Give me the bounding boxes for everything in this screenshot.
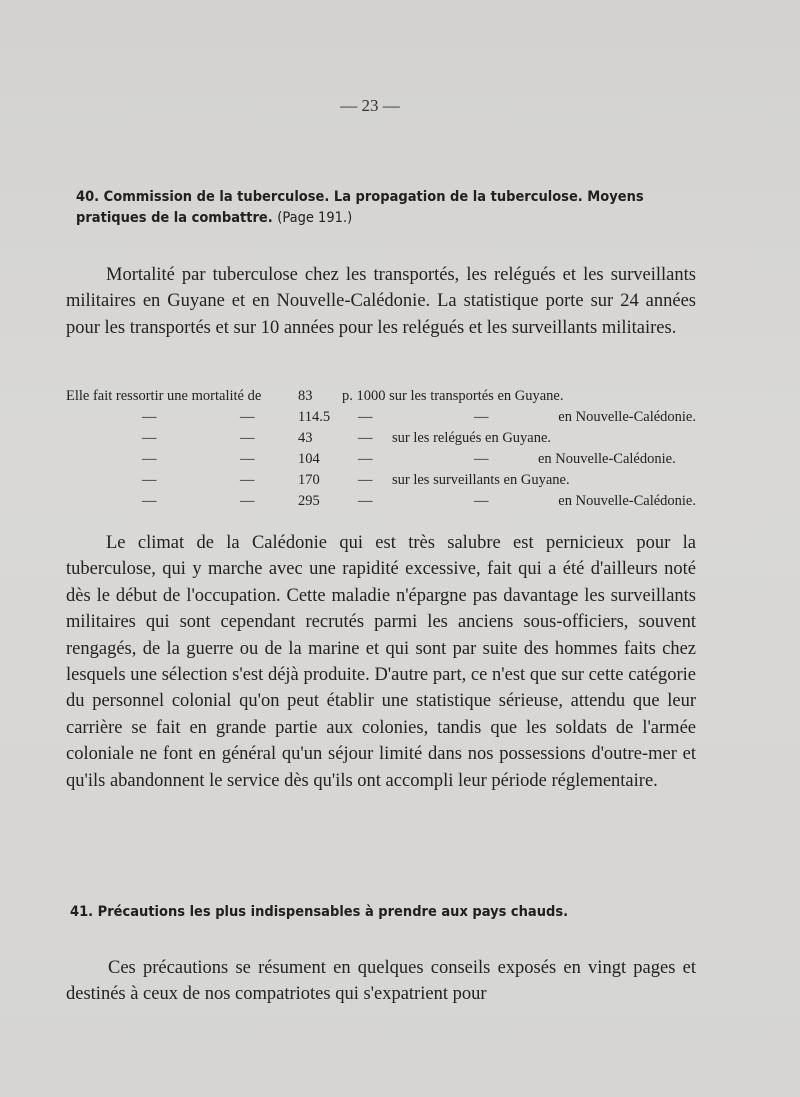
stats-row [66,449,700,470]
stats-lead-text: Elle fait ressortir une mortalité de [66,388,262,404]
stats-description: en Nouvelle-Calédonie. [558,409,696,425]
stats-value: 295 [298,493,320,509]
ditto-dash: — [358,451,373,467]
section-41-number: 41. [70,904,94,920]
stats-value: 114.5 [298,409,331,425]
section-40-title: Commission de la tuberculose. La propagation de la tuberculose. Moyens pratiques de la combattre. [76,189,644,226]
section-40-page-ref: (Page 191.) [277,210,353,226]
stats-value: 43 [298,430,313,446]
stats-value: 104 [298,451,320,467]
ditto-dash: — [474,409,489,425]
paragraph-climate: Le climat de la Calédonie qui est très salubre est pernicieux pour la tuberculose, qui y marche avec une rapidité excessive, fait qui a été d'ailleurs noté dès le début de l'occupation. Cette maladie n'épargne pas davantage les surveillants militaires qui sont cependant recrutés parmi les anciens sous-officiers, souvent rengagés, de la guerre ou de la marine et qui sont par suite des hommes faits chez lesquels une sélection s'est déjà produite. D'autre part, ce n'est que sur cette catégorie du personnel colonial qu'on peut établir une statistique sérieuse, attendu que leur carrière se fait en grande partie aux colonies, tandis que les soldats de l'armée coloniale ne font en général qu'un séjour limité dans nos possessions d'outre-mer et qu'ils abandonnent le service dès qu'ils ont accompli leur période réglementaire. [66,533,696,791]
section-40-heading [76,187,704,229]
stats-description: en Nouvelle-Calédonie. [558,493,696,509]
ditto-dash: — [358,493,373,509]
ditto-dash: — [142,409,157,425]
ditto-dash: — [358,472,373,488]
ditto-dash: — [240,472,255,488]
ditto-dash: — [142,472,157,488]
stats-row [66,428,700,449]
stats-row [66,470,700,491]
stats-description: en Nouvelle-Calédonie. [538,451,676,467]
ditto-dash: — [358,430,373,446]
paragraph-mortality-intro: Mortalité par tuberculose chez les transportés, les relégués et les surveillants militaires en Guyane et en Nouvelle-Calédonie. La statistique porte sur 24 années pour les transportés et sur 10 années pour les relégués et les surveillants militaires. [66,265,696,338]
stats-row [66,491,700,512]
stats-row [66,386,700,407]
ditto-dash: — [474,451,489,467]
stats-description: p. 1000 sur les transportés en Guyane. [342,388,564,404]
ditto-dash: — [240,409,255,425]
stats-description: sur les surveillants en Guyane. [392,472,570,488]
page-number: — 23 — [340,96,400,115]
ditto-dash: — [142,451,157,467]
mortality-statistics [66,386,700,512]
ditto-dash: — [142,493,157,509]
ditto-dash: — [240,451,255,467]
section-40-number: 40. [76,189,100,205]
stats-row [66,407,700,428]
stats-value: 83 [298,388,313,404]
stats-value: 170 [298,472,320,488]
ditto-dash: — [358,409,373,425]
stats-description: sur les relégués en Guyane. [392,430,552,446]
ditto-dash: — [240,493,255,509]
section-41-title: Précautions les plus indispensables à prendre aux pays chauds. [97,904,569,920]
ditto-dash: — [474,493,489,509]
ditto-dash: — [142,430,157,446]
ditto-dash: — [240,430,255,446]
section-41-heading [70,902,698,923]
paragraph-precautions: Ces précautions se résument en quelques conseils exposés en vingt pages et destinés à ceux de nos compatriotes qui s'expatrient pour [66,958,696,1005]
